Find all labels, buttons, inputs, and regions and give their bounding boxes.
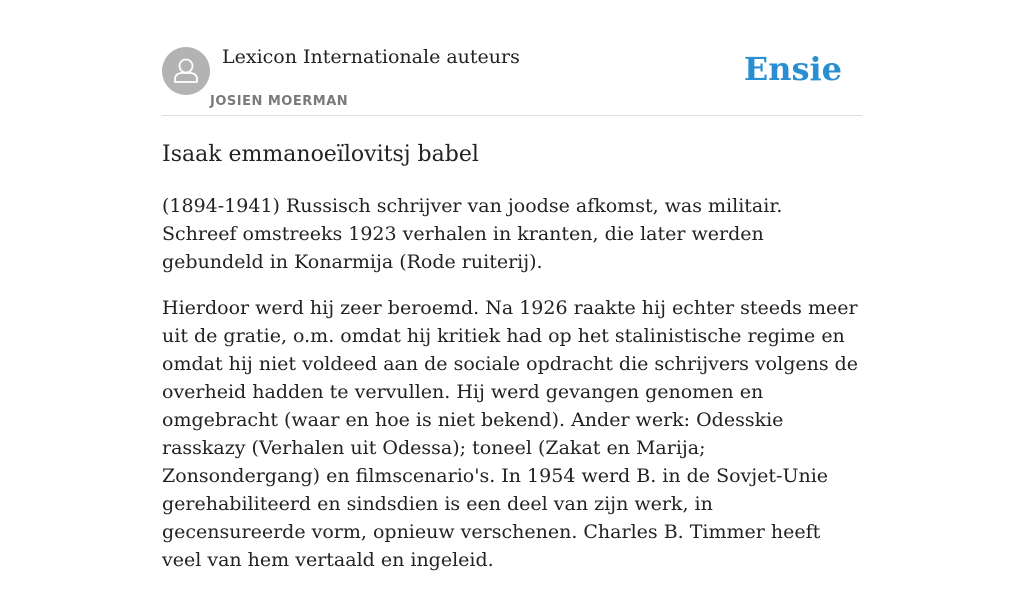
header: [162, 46, 862, 116]
user-icon: [162, 47, 210, 95]
entry-paragraph-2: Hierdoor werd hij zeer beroemd. Na 1926 raakte hij echter steeds meer uit de gratie, o.m. omdat hij kritiek had op het stalinistische regime en omdat hij niet voldeed aan de sociale opdracht die schrijvers volgens de overheid hadden te vervullen. Hij werd gevangen genomen en omgebracht (waar en hoe is niet bekend). Ander werk: Odesskie rasskazy (Verhalen uit Odessa); toneel (Zakat en Marija; Zonsondergang) en filmscenario's. In 1954 werd B. in de Sovjet-Unie gerehabiliteerd en sindsdien is een deel van zijn werk, in gecensureerde vorm, opnieuw verschenen. Charles B. Timmer heeft veel van hem vertaald en ingeleid.: [162, 297, 859, 571]
entry-content: [162, 140, 862, 592]
avatar[interactable]: [162, 47, 210, 95]
entry-paragraph-1: (1894-1941) Russisch schrijver van joodse afkomst, was militair. Schreef omstreeks 1923 verhalen in kranten, die later werden gebundeld in Konarmija (Rode ruiterij).: [162, 195, 783, 273]
entry-title: Isaak emmanoeïlovitsj babel: [162, 142, 479, 167]
author-name[interactable]: JOSIEN MOERMAN: [210, 94, 349, 109]
ensie-logo[interactable]: Ensie: [743, 50, 842, 88]
book-title[interactable]: Lexicon Internationale auteurs: [222, 46, 520, 68]
header-divider: [162, 115, 862, 116]
